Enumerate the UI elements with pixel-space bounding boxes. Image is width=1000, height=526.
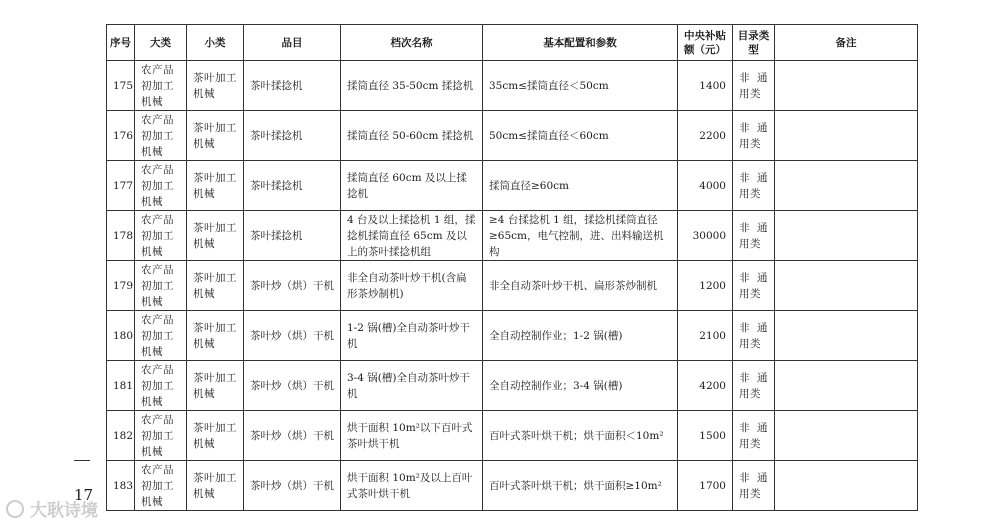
cell-small-category: 茶叶加工机械 xyxy=(187,161,244,211)
cell-grade-name: 揉筒直径 35-50cm 揉捻机 xyxy=(341,61,483,111)
cell-subsidy: 1200 xyxy=(678,261,733,311)
table-row xyxy=(107,311,918,361)
cell-small-category: 茶叶加工机械 xyxy=(187,261,244,311)
cell-grade-name: 非全自动茶叶炒干机(含扁形茶炒制机) xyxy=(341,261,483,311)
cell-item: 茶叶炒（烘）干机 xyxy=(244,461,341,511)
cell-item: 茶叶炒（烘）干机 xyxy=(244,411,341,461)
cell-big-category: 农产品初加工机械 xyxy=(135,211,187,261)
cell-config: 全自动控制作业；1-2 锅(槽) xyxy=(483,311,678,361)
cell-catalog-type: 非 通 用类 xyxy=(733,311,775,361)
cell-small-category: 茶叶加工机械 xyxy=(187,411,244,461)
subsidy-table xyxy=(106,24,918,511)
header-row xyxy=(107,25,918,61)
header-big-category: 大类 xyxy=(135,25,187,61)
cell-subsidy: 4200 xyxy=(678,361,733,411)
cell-config: 全自动控制作业；3-4 锅(槽) xyxy=(483,361,678,411)
cell-grade-name: 揉筒直径 50-60cm 揉捻机 xyxy=(341,111,483,161)
header-note: 备注 xyxy=(775,25,918,61)
cell-item: 茶叶揉捻机 xyxy=(244,111,341,161)
cell-subsidy: 30000 xyxy=(678,211,733,261)
cell-catalog-type: 非 通 用类 xyxy=(733,111,775,161)
cell-no: 183 xyxy=(107,461,135,511)
weibo-logo-icon xyxy=(6,500,24,518)
table-row xyxy=(107,461,918,511)
header-config: 基本配置和参数 xyxy=(483,25,678,61)
cell-subsidy: 1400 xyxy=(678,61,733,111)
table-row xyxy=(107,61,918,111)
table-row xyxy=(107,411,918,461)
header-item: 品目 xyxy=(244,25,341,61)
cell-config: 揉筒直径≥60cm xyxy=(483,161,678,211)
cell-no: 175 xyxy=(107,61,135,111)
cell-no: 181 xyxy=(107,361,135,411)
cell-item: 茶叶炒（烘）干机 xyxy=(244,261,341,311)
cell-item: 茶叶揉捻机 xyxy=(244,211,341,261)
cell-catalog-type: 非 通 用类 xyxy=(733,161,775,211)
cell-config: 百叶式茶叶烘干机；烘干面积＜10m² xyxy=(483,411,678,461)
cell-item: 茶叶揉捻机 xyxy=(244,61,341,111)
cell-subsidy: 2100 xyxy=(678,311,733,361)
cell-small-category: 茶叶加工机械 xyxy=(187,311,244,361)
cell-catalog-type: 非 通 用类 xyxy=(733,411,775,461)
cell-catalog-type: 非 通 用类 xyxy=(733,261,775,311)
cell-subsidy: 1700 xyxy=(678,461,733,511)
cell-small-category: 茶叶加工机械 xyxy=(187,111,244,161)
cell-big-category: 农产品初加工机械 xyxy=(135,311,187,361)
cell-note xyxy=(775,411,918,461)
cell-catalog-type: 非 通 用类 xyxy=(733,361,775,411)
cell-note xyxy=(775,211,918,261)
cell-item: 茶叶揉捻机 xyxy=(244,161,341,211)
cell-big-category: 农产品初加工机械 xyxy=(135,61,187,111)
cell-no: 180 xyxy=(107,311,135,361)
page-number-dash xyxy=(74,460,90,461)
cell-note xyxy=(775,311,918,361)
cell-big-category: 农产品初加工机械 xyxy=(135,411,187,461)
cell-note xyxy=(775,361,918,411)
cell-item: 茶叶炒（烘）干机 xyxy=(244,311,341,361)
cell-config: 35cm≤揉筒直径＜50cm xyxy=(483,61,678,111)
cell-grade-name: 揉筒直径 60cm 及以上揉捻机 xyxy=(341,161,483,211)
cell-small-category: 茶叶加工机械 xyxy=(187,461,244,511)
watermark-text: 大耿诗境 xyxy=(30,501,98,521)
cell-note xyxy=(775,261,918,311)
cell-config: 50cm≤揉筒直径＜60cm xyxy=(483,111,678,161)
cell-subsidy: 2200 xyxy=(678,111,733,161)
cell-grade-name: 1-2 锅(槽)全自动茶叶炒干机 xyxy=(341,311,483,361)
cell-grade-name: 4 台及以上揉捻机 1 组，揉捻机揉筒直径 65cm 及以上的茶叶揉捻机组 xyxy=(341,211,483,261)
cell-grade-name: 烘干面积 10m²以下百叶式茶叶烘干机 xyxy=(341,411,483,461)
cell-catalog-type: 非 通 用类 xyxy=(733,461,775,511)
cell-no: 176 xyxy=(107,111,135,161)
table-row xyxy=(107,211,918,261)
header-small-category: 小类 xyxy=(187,25,244,61)
cell-big-category: 农产品初加工机械 xyxy=(135,261,187,311)
cell-catalog-type: 非 通 用类 xyxy=(733,61,775,111)
table-row xyxy=(107,361,918,411)
table-row xyxy=(107,111,918,161)
header-no: 序号 xyxy=(107,25,135,61)
cell-note xyxy=(775,111,918,161)
cell-config: 百叶式茶叶烘干机；烘干面积≥10m² xyxy=(483,461,678,511)
header-catalog-type: 目录类型 xyxy=(733,25,775,61)
cell-note xyxy=(775,161,918,211)
cell-note xyxy=(775,461,918,511)
cell-subsidy: 4000 xyxy=(678,161,733,211)
page-number: 17 xyxy=(74,486,94,504)
cell-catalog-type: 非 通 用类 xyxy=(733,211,775,261)
cell-big-category: 农产品初加工机械 xyxy=(135,461,187,511)
table-row xyxy=(107,261,918,311)
cell-no: 179 xyxy=(107,261,135,311)
cell-config: 非全自动茶叶炒干机、扁形茶炒制机 xyxy=(483,261,678,311)
cell-no: 177 xyxy=(107,161,135,211)
cell-item: 茶叶炒（烘）干机 xyxy=(244,361,341,411)
cell-no: 178 xyxy=(107,211,135,261)
cell-note xyxy=(775,61,918,111)
table-row xyxy=(107,161,918,211)
cell-grade-name: 烘干面积 10m²及以上百叶式茶叶烘干机 xyxy=(341,461,483,511)
cell-small-category: 茶叶加工机械 xyxy=(187,61,244,111)
cell-subsidy: 1500 xyxy=(678,411,733,461)
cell-config: ≥4 台揉捻机 1 组，揉捻机揉筒直径≥65cm，电气控制，进、出料输送机构 xyxy=(483,211,678,261)
cell-small-category: 茶叶加工机械 xyxy=(187,211,244,261)
cell-no: 182 xyxy=(107,411,135,461)
cell-small-category: 茶叶加工机械 xyxy=(187,361,244,411)
watermark xyxy=(6,496,98,521)
cell-big-category: 农产品初加工机械 xyxy=(135,361,187,411)
header-grade-name: 档次名称 xyxy=(341,25,483,61)
cell-grade-name: 3-4 锅(槽)全自动茶叶炒干机 xyxy=(341,361,483,411)
header-subsidy: 中央补贴额（元） xyxy=(678,25,733,61)
cell-big-category: 农产品初加工机械 xyxy=(135,111,187,161)
cell-big-category: 农产品初加工机械 xyxy=(135,161,187,211)
